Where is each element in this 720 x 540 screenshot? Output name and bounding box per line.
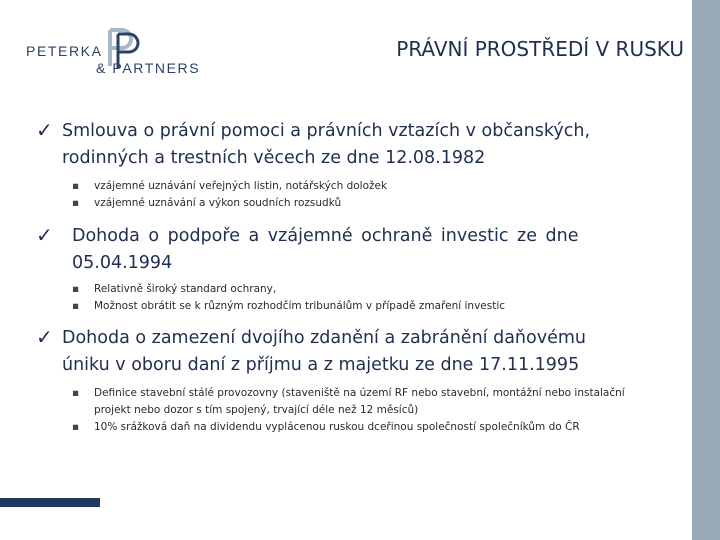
logo-text-partners: & PARTNERS <box>96 60 201 76</box>
slide-title: PRÁVNÍ PROSTŘEDÍ V RUSKU <box>396 37 684 61</box>
heading-line: Smlouva o právní pomoci a právních vztazích v občanských, <box>62 121 591 141</box>
bottom-decorative-bar <box>0 498 100 507</box>
list-item: ▪ Definice stavební stálé provozovny (staveniště na území RF nebo stavební, montážní nebo instalační projekt nebo dozor s tím spojený, trvající déle než 12 měsíců) <box>72 387 625 416</box>
list-item: ▪ vzájemné uznávání a výkon soudních rozsudků <box>72 195 387 212</box>
heading-line: úniku v oboru daní z příjmu a z majetku ze dne 17.11.1995 <box>62 355 580 375</box>
heading-line: Dohoda o podpoře a vzájemné ochraně investic ze dne <box>72 226 579 246</box>
section-heading <box>62 325 586 379</box>
checkmark-icon: ✓ <box>36 325 53 349</box>
heading-line: 05.04.1994 <box>72 253 173 273</box>
list-item: ▪ vzájemné uznávání veřejných listin, notářských doložek <box>72 178 387 195</box>
right-decorative-bar <box>692 0 720 540</box>
section-heading <box>72 223 579 277</box>
section-heading <box>62 118 590 172</box>
checkmark-icon: ✓ <box>36 223 53 247</box>
sub-list <box>72 178 387 212</box>
company-logo <box>26 30 206 76</box>
heading-line: Dohoda o zamezení dvojího zdanění a zabránění daňovému <box>62 328 586 348</box>
bullet-icon: ▪ <box>72 387 80 399</box>
bullet-icon: ▪ <box>72 421 80 433</box>
bullet-icon: ▪ <box>72 180 80 192</box>
logo-text-peterka: PETERKA <box>26 43 103 59</box>
checkmark-icon: ✓ <box>36 118 53 142</box>
bullet-icon: ▪ <box>72 283 80 295</box>
list-item: ▪ Relativně široký standard ochrany, <box>72 281 505 298</box>
sub-list <box>72 385 625 436</box>
list-item: ▪ 10% srážková daň na dividendu vyplácenou ruskou dceřinou společností společníkům do ČR <box>72 419 625 436</box>
heading-line: rodinných a trestních věcech ze dne 12.08.1982 <box>62 148 486 168</box>
bullet-icon: ▪ <box>72 300 80 312</box>
sub-list <box>72 281 505 315</box>
list-item: ▪ Možnost obrátit se k různým rozhodčím tribunálům v případě zmaření investic <box>72 298 505 315</box>
bullet-icon: ▪ <box>72 197 80 209</box>
